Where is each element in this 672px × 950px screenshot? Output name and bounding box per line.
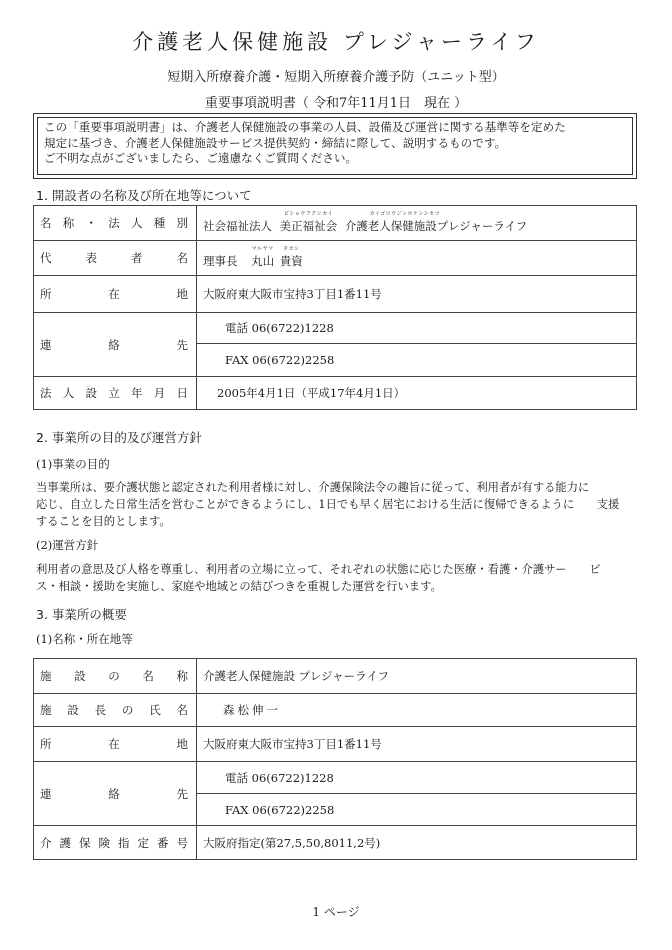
tel-cell: 電話 06(6722)1228	[197, 313, 637, 344]
document-subtitle: 短期入所療養介護・短期入所療養介護予防（ユニット型）	[167, 70, 505, 85]
table-row	[34, 206, 637, 241]
notice-line-3: ご不明な点がございましたら、ご遠慮なくご質問ください。	[44, 151, 358, 165]
row-label-contact: 連絡先	[34, 313, 197, 377]
facility-cell: 介護老人保健施設 プレジャーライフ	[197, 659, 637, 694]
operator-info-table	[33, 205, 637, 410]
page-number: 1 ページ	[312, 905, 360, 919]
notice-line-2: 規定に基づき、介護老人保健施設サービス提供契約・締結に際して、説明するものです。	[44, 135, 507, 150]
established-cell: 2005年4月1日（平成17年4月1日）	[197, 377, 637, 410]
notice-box	[33, 113, 637, 179]
representative-cell	[197, 241, 637, 276]
document-date-line: 重要事項説明書（ 令和7年11月1日 現在 ）	[204, 96, 468, 111]
row-label-facility: 施設の名称	[34, 659, 197, 694]
row-label-representative: 代表者名	[34, 241, 197, 276]
fax-cell: FAX 06(6722)2258	[197, 344, 637, 377]
tel-cell: 電話 06(6722)1228	[197, 762, 637, 794]
row-label-address: 所在地	[34, 727, 197, 762]
row-label-established: 法人設立年月日	[34, 377, 197, 410]
row-label-name: 名称・法人種別	[34, 206, 197, 241]
facility-info-table	[33, 658, 637, 860]
section-3-subheading: (1)名称・所在地等	[36, 632, 133, 646]
table-row	[34, 694, 637, 727]
row-label-contact: 連絡先	[34, 762, 197, 826]
page-title: 介護老人保健施設 プレジャーライフ	[132, 30, 540, 54]
rep-surname-ruby: 丸山 マルヤマ	[251, 246, 275, 268]
corp-name-ruby: 美正福祉会 ビショウフクシカイ	[279, 211, 338, 233]
policy-heading: (2)運営方針	[36, 538, 99, 552]
notice-line-1: この「重要事項説明書」は、介護老人保健施設の事業の人員、設備及び運営に関する基準等を定めた	[44, 120, 566, 134]
address-cell: 大阪府東大阪市宝持3丁目1番11号	[197, 727, 637, 762]
table-row	[34, 826, 637, 860]
director-cell: 森松伸一	[197, 694, 637, 727]
table-row	[34, 762, 637, 794]
section-1-heading: 1. 開設者の名称及び所在地等について	[36, 188, 252, 203]
table-row	[34, 377, 637, 410]
row-label-director: 施設長の氏名	[34, 694, 197, 727]
fax-cell: FAX 06(6722)2258	[197, 794, 637, 826]
table-row	[34, 276, 637, 313]
section-3-heading: 3. 事業所の概要	[36, 607, 127, 622]
corp-cell	[197, 206, 637, 241]
facility-name-ruby: 介護老人保健施設プレジャーライフ カイゴロウジンホケンシセツ	[344, 211, 528, 233]
address-cell: 大阪府東大阪市宝持3丁目1番11号	[197, 276, 637, 313]
table-row	[34, 241, 637, 276]
rep-given-ruby: 貴資 タカシ	[279, 246, 303, 268]
purpose-paragraph: 当事業所は、要介護状態と認定された利用者様に対し、介護保険法令の趣旨に従って、利用者が有する能力に 応じ、自立した日常生活を営むことができるようにし、1日でも早く居宅における生活に復帰できるように 支援 することを目的とします。	[36, 481, 620, 528]
rep-title: 理事長	[203, 254, 238, 268]
table-row	[34, 727, 637, 762]
table-row	[34, 659, 637, 694]
section-2-heading: 2. 事業所の目的及び運営方針	[36, 430, 202, 445]
row-label-designation: 介護保険指定番号	[34, 826, 197, 860]
corp-prefix: 社会福祉法人	[203, 219, 272, 233]
table-row	[34, 313, 637, 344]
row-label-address: 所在地	[34, 276, 197, 313]
policy-paragraph: 利用者の意思及び人格を尊重し、利用者の立場に立って、それぞれの状態に応じた医療・看護・介護サー ビ ス・相談・援助を実施し、家庭や地域との結びつきを重視した運営を行います。	[36, 563, 601, 593]
designation-cell: 大阪府指定(第27,5,50,8011,2号)	[197, 826, 637, 860]
purpose-heading: (1)事業の目的	[36, 457, 110, 471]
